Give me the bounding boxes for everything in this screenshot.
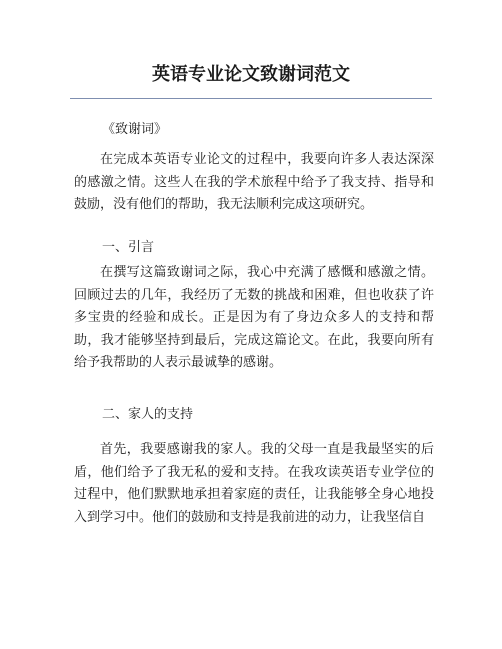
acknowledgement-heading: 《致谢词》 <box>102 122 168 137</box>
section-heading-family-support: 二、家人的支持 <box>102 407 194 422</box>
intro-paragraph: 在完成本英语专业论文的过程中，我要向许多人表达深深的感激之情。这些人在我的学术旅程中给予了我支持、指导和鼓励，没有他们的帮助，我无法顺利完成这项研究。 <box>74 152 434 212</box>
section-paragraph-introduction: 在撰写这篇致谢词之际，我心中充满了感慨和感激之情。回顾过去的几年，我经历了无数的挑战和困难，但也收获了许多宝贵的经验和成长。正是因为有了身边众多人的支持和帮助，我才能够坚持到最后，完成这篇论文。在此，我要向所有给予我帮助的人表示最诚挚的感谢。 <box>74 265 434 370</box>
section-heading-introduction: 一、引言 <box>102 240 155 255</box>
title-divider <box>70 98 432 99</box>
document-title: 英语专业论文致谢词范文 <box>152 64 350 85</box>
section-paragraph-family-support: 首先，我要感谢我的家人。我的父母一直是我最坚实的后盾，他们给予了我无私的爱和支持。在我攻读英语专业学位的过程中，他们默默地承担着家庭的责任，让我能够全身心地投入到学习中。他们的鼓励和支持是我前进的动力，让我坚信自 <box>74 442 434 525</box>
